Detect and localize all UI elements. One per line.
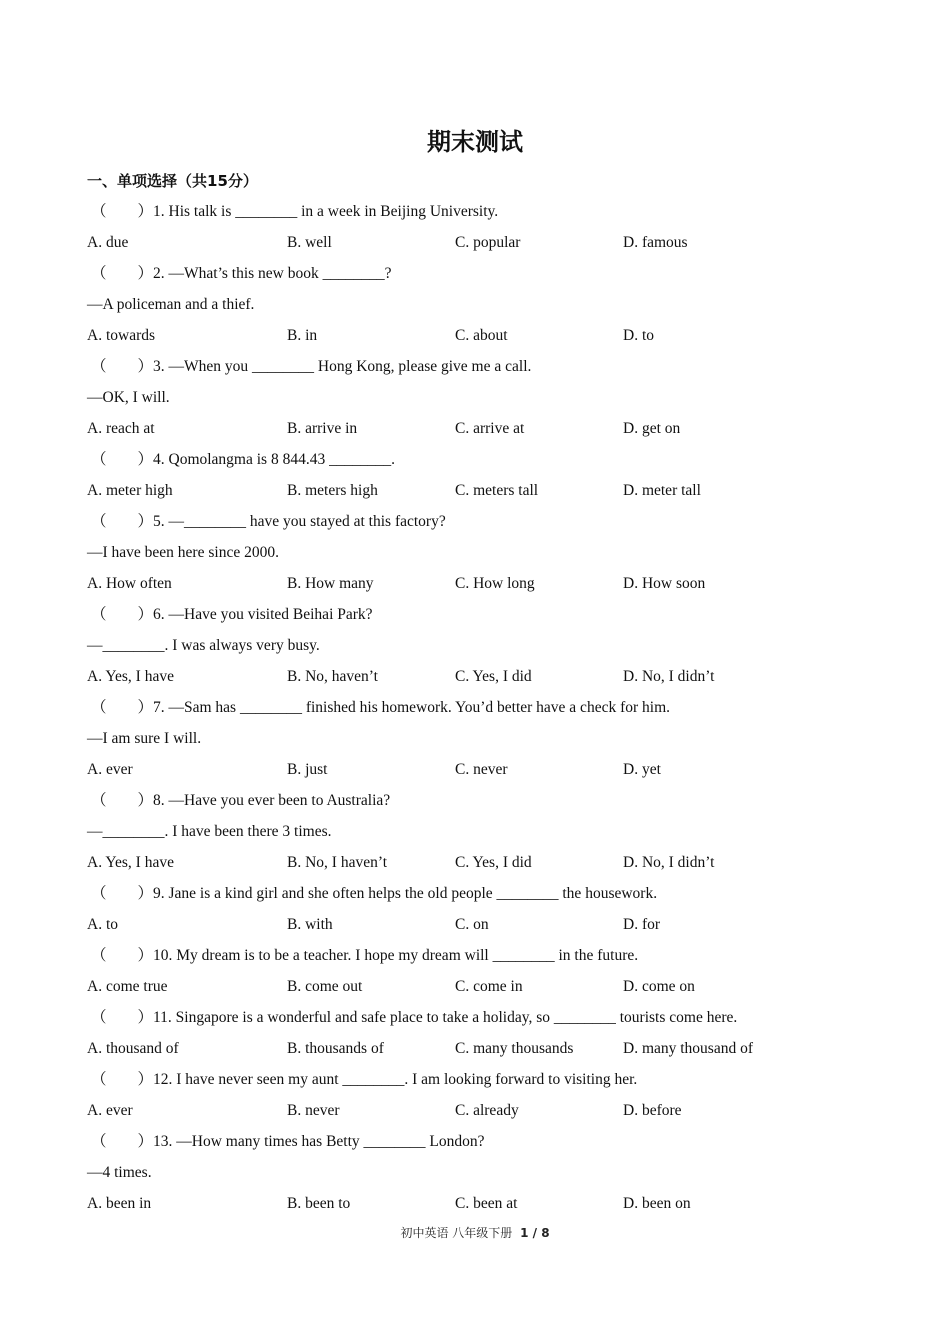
answer-option: A. due [87, 234, 129, 251]
question-stem: （ ）8. —Have you ever been to Australia? [91, 792, 391, 809]
answer-option: C. popular [455, 234, 521, 251]
answer-option: D. for [623, 916, 661, 933]
page-footer [0, 1224, 950, 1241]
answer-option: C. been at [455, 1195, 518, 1212]
question-dialog: —A policeman and a thief. [87, 296, 255, 313]
question-stem: （ ）9. Jane is a kind girl and she often helps the old people ________ the housework. [91, 885, 658, 902]
answer-option: D. No, I didn’t [623, 668, 715, 685]
answer-options [0, 665, 950, 689]
answer-option: C. never [455, 761, 508, 778]
question-stem: （ ）7. —Sam has ________ finished his homework. You’d better have a check for him. [91, 699, 671, 716]
question-stem: （ ）5. —________ have you stayed at this factory? [91, 513, 446, 530]
answer-option: A. Yes, I have [87, 854, 174, 871]
answer-option: C. arrive at [455, 420, 525, 437]
question-stem: （ ）11. Singapore is a wonderful and safe place to take a holiday, so ________ tourists come here. [91, 1009, 738, 1026]
answer-option: A. towards [87, 327, 156, 344]
answer-option: A. to [87, 916, 118, 933]
answer-option: C. How long [455, 575, 535, 592]
answer-option: B. with [287, 916, 333, 933]
answer-option: D. before [623, 1102, 682, 1119]
answer-option: A. been in [87, 1195, 152, 1212]
answer-option: C. meters tall [455, 482, 539, 499]
answer-option: B. in [287, 327, 318, 344]
answer-option: D. to [623, 327, 654, 344]
question-stem: （ ）1. His talk is ________ in a week in Beijing University. [91, 203, 499, 220]
answer-option: D. famous [623, 234, 688, 251]
answer-option: C. on [455, 916, 489, 933]
page-title: 期末测试 [427, 128, 523, 156]
question-dialog: —I have been here since 2000. [87, 544, 279, 561]
answer-options [0, 1037, 950, 1061]
answer-option: A. ever [87, 1102, 133, 1119]
answer-option: B. just [287, 761, 328, 778]
question-dialog: —4 times. [87, 1164, 152, 1181]
answer-option: B. never [287, 1102, 340, 1119]
answer-options [0, 231, 950, 255]
answer-options [0, 572, 950, 596]
answer-options [0, 975, 950, 999]
answer-options [0, 758, 950, 782]
answer-options [0, 1099, 950, 1123]
answer-option: D. yet [623, 761, 661, 778]
question-stem: （ ）2. —What’s this new book ________? [91, 265, 392, 282]
section-heading: 一、单项选择（共15分） [87, 172, 258, 190]
answer-option: B. arrive in [287, 420, 358, 437]
answer-option: B. been to [287, 1195, 351, 1212]
answer-options [0, 851, 950, 875]
answer-option: B. meters high [287, 482, 378, 499]
answer-option: B. How many [287, 575, 374, 592]
answer-option: B. come out [287, 978, 363, 995]
answer-option: A. Yes, I have [87, 668, 174, 685]
question-dialog: —________. I was always very busy. [87, 637, 320, 654]
answer-option: D. been on [623, 1195, 691, 1212]
question-stem: （ ）4. Qomolangma is 8 844.43 ________. [91, 451, 395, 468]
question-stem: （ ）6. —Have you visited Beihai Park? [91, 606, 373, 623]
answer-options [0, 324, 950, 348]
question-stem: （ ）12. I have never seen my aunt ________. I am looking forward to visiting her. [91, 1071, 638, 1088]
question-dialog: —OK, I will. [87, 389, 170, 406]
answer-option: D. No, I didn’t [623, 854, 715, 871]
answer-option: C. Yes, I did [455, 854, 532, 871]
question-stem: （ ）10. My dream is to be a teacher. I hope my dream will ________ in the future. [91, 947, 639, 964]
answer-option: B. No, I haven’t [287, 854, 388, 871]
answer-option: C. Yes, I did [455, 668, 532, 685]
footer-text: 初中英语 八年级下册 [400, 1226, 513, 1240]
answer-option: A. thousand of [87, 1040, 179, 1057]
answer-option: D. many thousand of [623, 1040, 754, 1057]
answer-option: A. ever [87, 761, 133, 778]
answer-option: B. thousands of [287, 1040, 384, 1057]
answer-option: A. meter high [87, 482, 173, 499]
answer-option: A. How often [87, 575, 172, 592]
answer-option: D. come on [623, 978, 695, 995]
answer-options [0, 913, 950, 937]
answer-option: B. No, haven’t [287, 668, 378, 685]
answer-option: C. come in [455, 978, 523, 995]
answer-options [0, 417, 950, 441]
answer-option: A. come true [87, 978, 168, 995]
page-number: 1 / 8 [520, 1226, 550, 1240]
answer-options [0, 479, 950, 503]
answer-option: C. already [455, 1102, 519, 1119]
answer-option: D. How soon [623, 575, 706, 592]
answer-option: D. meter tall [623, 482, 701, 499]
question-dialog: —________. I have been there 3 times. [87, 823, 332, 840]
answer-option: A. reach at [87, 420, 155, 437]
answer-option: C. many thousands [455, 1040, 574, 1057]
answer-option: C. about [455, 327, 508, 344]
answer-option: D. get on [623, 420, 681, 437]
answer-options [0, 1192, 950, 1216]
question-dialog: —I am sure I will. [87, 730, 202, 747]
answer-option: B. well [287, 234, 332, 251]
question-stem: （ ）3. —When you ________ Hong Kong, please give me a call. [91, 358, 532, 375]
question-stem: （ ）13. —How many times has Betty ________ London? [91, 1133, 485, 1150]
